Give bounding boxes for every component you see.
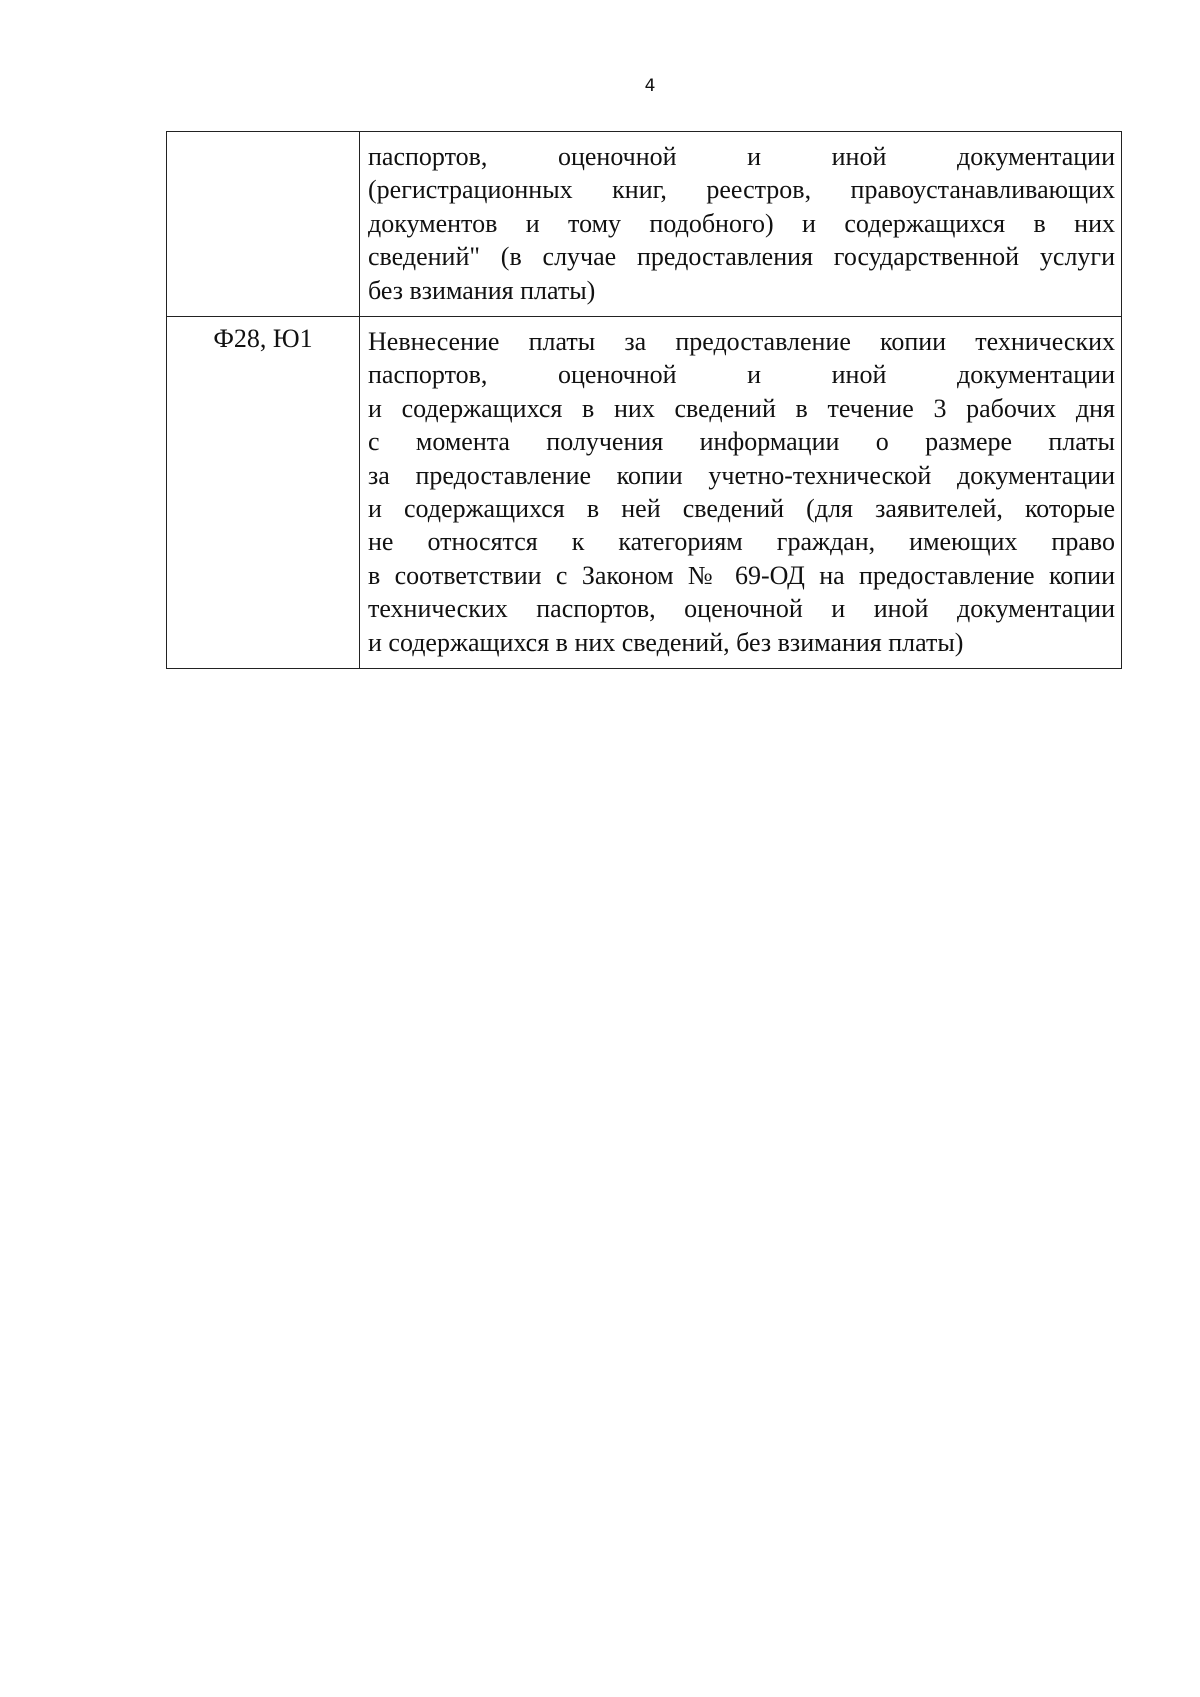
- page-number: 4: [644, 76, 656, 96]
- text-line: за предоставление копии учетно-технической документации: [368, 460, 1115, 490]
- text-line: не относятся к категориям граждан, имеющих право: [368, 527, 1115, 557]
- code-cell: [167, 132, 360, 317]
- violations-table: [166, 131, 1122, 669]
- text-line: и содержащихся в ней сведений (для заявителей, которые: [368, 494, 1115, 524]
- description-cell: [360, 132, 1122, 317]
- table-row: [167, 132, 1122, 317]
- text-line: с момента получения информации о размере платы: [368, 427, 1115, 457]
- text-line: (регистрационных книг, реестров, правоустанавливающих: [368, 175, 1115, 205]
- description-cell: [360, 317, 1122, 669]
- text-line: паспортов, оценочной и иной документации: [368, 142, 1115, 171]
- text-line: без взимания платы): [368, 275, 596, 305]
- text-line: и содержащихся в них сведений в течение 3 рабочих дня: [368, 393, 1115, 423]
- text-line: паспортов, оценочной и иной документации: [368, 360, 1115, 390]
- text-line: в соответствии с Законом № 69-ОД на предоставление копии: [368, 560, 1115, 590]
- table-row: [167, 317, 1122, 669]
- text-line: и содержащихся в них сведений, без взимания платы): [368, 627, 964, 657]
- text-line: сведений" (в случае предоставления государственной услуги: [368, 242, 1115, 272]
- text-line: документов и тому подобного) и содержащихся в них: [368, 208, 1115, 238]
- code-cell: Ф28, Ю1: [167, 317, 360, 669]
- text-line: технических паспортов, оценочной и иной документации: [368, 594, 1115, 624]
- text-line: Невнесение платы за предоставление копии технических: [368, 327, 1115, 357]
